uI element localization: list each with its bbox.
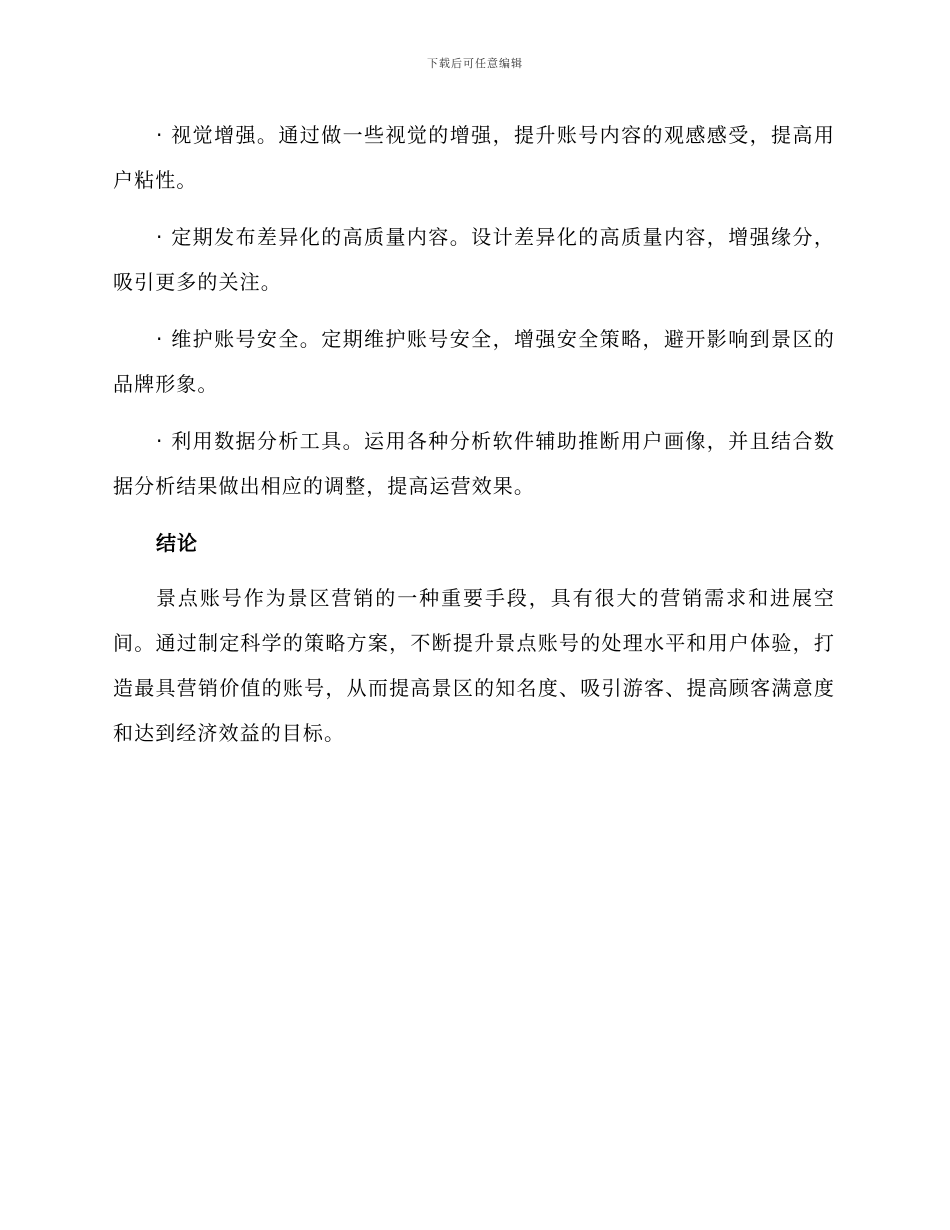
conclusion-paragraph: 景点账号作为景区营销的一种重要手段，具有很大的营销需求和进展空间。通过制定科学的策略方案，不断提升景点账号的处理水平和用户体验，打造最具营销价值的账号，从而提高景区的知名度、吸引游客、提高顾客满意度和达到经济效益的目标。 xyxy=(113,586,835,745)
bullet-account-security: · 维护账号安全。定期维护账号安全，增强安全策略，避开影响到景区的品牌形象。 xyxy=(113,327,835,396)
bullet-visual-enhancement: · 视觉增强。通过做一些视觉的增强，提升账号内容的观感感受，提高用户粘性。 xyxy=(113,123,835,192)
page-header-note: 下载后可任意编辑 xyxy=(427,57,523,70)
bullet-data-analysis: · 利用数据分析工具。运用各种分析软件辅助推断用户画像，并且结合数据分析结果做出相应的调整，提高运营效果。 xyxy=(113,429,835,498)
document-body xyxy=(113,113,835,768)
bullet-differentiated-content: · 定期发布差异化的高质量内容。设计差异化的高质量内容，增强缘分，吸引更多的关注。 xyxy=(113,225,835,294)
conclusion-heading: 结论 xyxy=(156,531,198,555)
